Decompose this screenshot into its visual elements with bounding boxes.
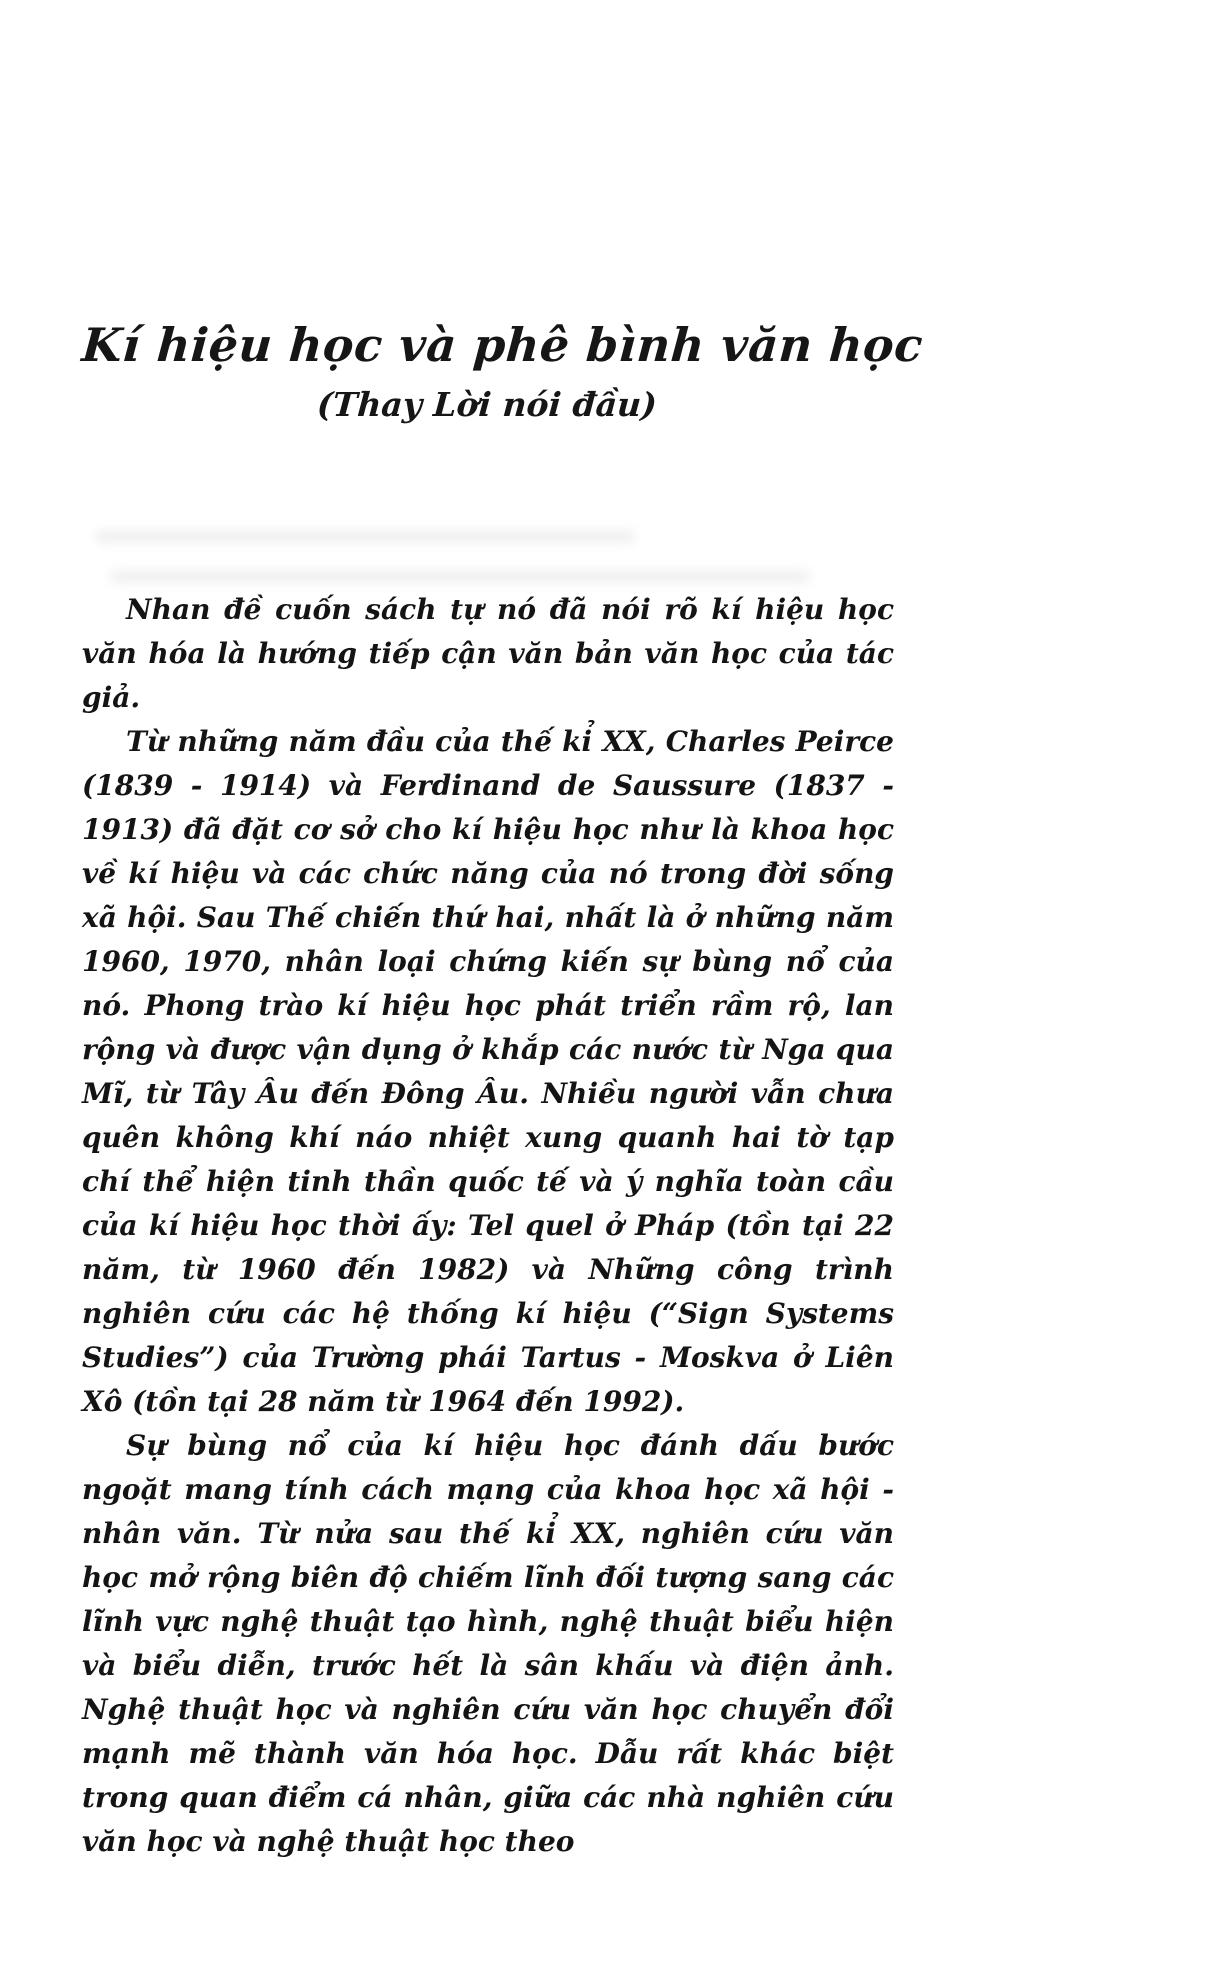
paragraph: Nhan đề cuốn sách tự nó đã nói rõ kí hiệu học văn hóa là hướng tiếp cận văn bản văn học của tác giả.: [82, 593, 894, 714]
chapter-heading: [80, 318, 925, 425]
page-body: [82, 588, 894, 1864]
chapter-subtitle: (Thay Lời nói đầu): [315, 385, 659, 425]
chapter-title: Kí hiệu học và phê bình văn học: [80, 318, 925, 372]
scan-smudge: [95, 530, 635, 543]
paragraph: Từ những năm đầu của thế kỉ XX, Charles Peirce (1839 - 1914) và Ferdinand de Saussure (1837 - 1913) đã đặt cơ sở cho kí hiệu học như là khoa học về kí hiệu và các chức năng của nó trong đời sống xã hội. Sau Thế chiến thứ hai, nhất là ở những năm 1960, 1970, nhân loại chứng kiến sự bùng nổ của nó. Phong trào kí hiệu học phát triển rầm rộ, lan rộng và được vận dụng ở khắp các nước từ Nga qua Mĩ, từ Tây Âu đến Đông Âu. Nhiều người vẫn chưa quên không khí náo nhiệt xung quanh hai tờ tạp chí thể hiện tinh thần quốc tế và ý nghĩa toàn cầu của kí hiệu học thời ấy: Tel quel ở Pháp (tồn tại 22 năm, từ 1960 đến 1982) và Những công trình nghiên cứu các hệ thống kí hiệu (“Sign Systems Studies”) của Trường phái Tartus - Moskva ở Liên Xô (tồn tại 28 năm từ 1964 đến 1992).: [82, 725, 894, 1418]
paragraph: Sự bùng nổ của kí hiệu học đánh dấu bước ngoặt mang tính cách mạng của khoa học xã hội - nhân văn. Từ nửa sau thế kỉ XX, nghiên cứu văn học mở rộng biên độ chiếm lĩnh đối tượng sang các lĩnh vực nghệ thuật tạo hình, nghệ thuật biểu hiện và biểu diễn, trước hết là sân khấu và điện ảnh. Nghệ thuật học và nghiên cứu văn học chuyển đổi mạnh mẽ thành văn hóa học. Dẫu rất khác biệt trong quan điểm cá nhân, giữa các nhà nghiên cứu văn học và nghệ thuật học theo: [82, 1429, 894, 1858]
scan-smudge: [110, 570, 810, 583]
